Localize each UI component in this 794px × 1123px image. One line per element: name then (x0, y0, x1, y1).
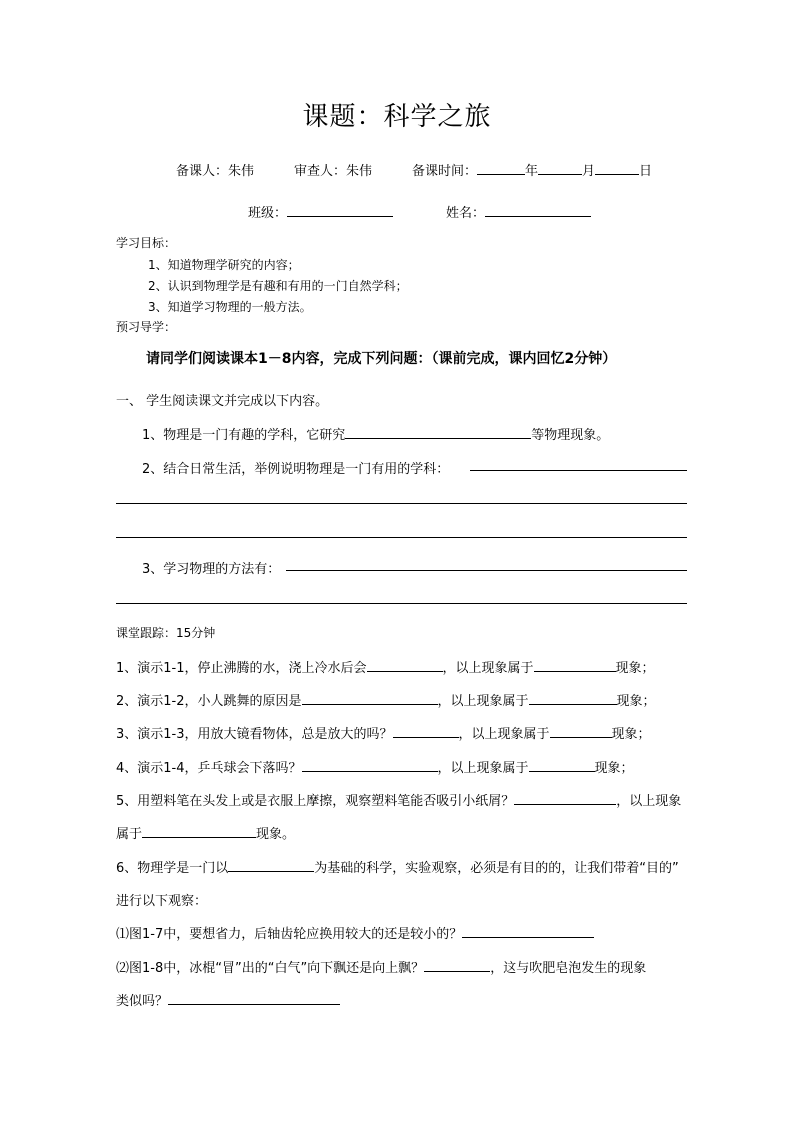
time-label: 备课时间： (412, 164, 478, 179)
classroom-heading: 课堂跟踪：15分钟 (116, 626, 216, 640)
answer-blank[interactable] (529, 690, 617, 705)
q2-text: 2、结合日常生活，举例说明物理是一门有用的学科： (142, 462, 450, 477)
q-text: 1、演示1-1，停止沸腾的水，浇上冷水后会 (116, 661, 367, 676)
q1-text: 1、物理是一门有趣的学科，它研究 (142, 428, 346, 443)
reviewer-info (294, 160, 372, 179)
name-blank[interactable] (485, 202, 591, 217)
classroom-q5 (116, 790, 681, 809)
q3-text: 3、学习物理的方法有： (142, 562, 281, 577)
classroom-q6 (116, 857, 679, 876)
section1-q2 (142, 458, 449, 477)
answer-blank[interactable] (514, 790, 616, 805)
class-label: 班级： (248, 206, 288, 221)
q1-blank[interactable] (345, 424, 531, 439)
q1-text-end: 等物理现象。 (531, 428, 610, 443)
objective-item: 3、知道学习物理的一般方法。 (148, 300, 312, 314)
q2-answer-line[interactable] (116, 503, 687, 504)
q-text: 为基础的科学，实验观察，必须是有目的的，让我们带着“目的” (314, 861, 679, 876)
q-text: 现象； (616, 694, 656, 709)
class-field (248, 202, 393, 221)
q2-answer-line[interactable] (116, 537, 687, 538)
q-text: ⑴图1-7中，要想省力，后轴齿轮应换用较大的还是较小的？ (116, 927, 463, 942)
q-text: ，以上现象属于 (437, 694, 529, 709)
classroom-q6-line2: 进行以下观察： (116, 894, 208, 909)
classroom-q1 (116, 657, 655, 676)
answer-blank[interactable] (142, 823, 256, 838)
classroom-q6a (116, 923, 594, 942)
answer-blank[interactable] (302, 690, 438, 705)
name-label: 姓名： (446, 206, 486, 221)
q-text: 属于 (116, 827, 143, 842)
q-text: 5、用塑料笔在头发上或是衣服上摩擦，观察塑料笔能否吸引小纸屑？ (116, 794, 515, 809)
answer-blank[interactable] (228, 857, 314, 872)
answer-blank[interactable] (462, 923, 594, 938)
classroom-q6b (116, 957, 646, 976)
month-blank[interactable] (538, 160, 582, 175)
preview-instruction: 请同学们阅读课本1－8内容，完成下列问题：（课前完成，课内回忆2分钟） (146, 351, 617, 367)
day-blank[interactable] (595, 160, 639, 175)
classroom-q6b-line2 (116, 990, 340, 1009)
reviewer-label: 审查人： (294, 164, 347, 179)
answer-blank[interactable] (393, 723, 459, 738)
q3-answer-line[interactable] (286, 570, 687, 571)
q-text: ⑵图1-8中，冰棍“冒”出的“白气”向下飘还是向上飘？ (116, 961, 425, 976)
section1-q1 (142, 424, 609, 443)
q-text: 6、物理学是一门以 (116, 861, 229, 876)
q-text: ，以上现象属于 (437, 761, 529, 776)
answer-blank[interactable] (529, 757, 595, 772)
objective-item: 2、认识到物理学是有趣和有用的一门自然学科； (148, 279, 408, 293)
answer-blank[interactable] (367, 657, 443, 672)
answer-blank[interactable] (424, 957, 490, 972)
preparer-name: 朱伟 (228, 164, 255, 179)
q3-answer-line[interactable] (116, 603, 687, 604)
class-blank[interactable] (287, 202, 393, 217)
classroom-q4 (116, 757, 634, 776)
q-text: 现象； (615, 661, 655, 676)
q-text: ，以上现象 (616, 794, 682, 809)
year-blank[interactable] (477, 160, 525, 175)
q-text: ，这与吹肥皂泡发生的现象 (490, 961, 647, 976)
preparer-label: 备课人： (176, 164, 229, 179)
reviewer-name: 朱伟 (346, 164, 373, 179)
objective-item: 1、知道物理学研究的内容； (148, 258, 300, 272)
prep-time (412, 160, 652, 179)
q-text: 3、演示1-3，用放大镜看物体，总是放大的吗？ (116, 727, 393, 742)
answer-blank[interactable] (302, 757, 438, 772)
q-text: 现象； (594, 761, 634, 776)
objectives-heading: 学习目标： (116, 236, 177, 250)
preview-heading: 预习导学： (116, 320, 177, 334)
q-text: 现象。 (256, 827, 296, 842)
answer-blank[interactable] (550, 723, 612, 738)
month-label: 月 (582, 164, 596, 179)
section1-heading: 一、 学生阅读课文并完成以下内容。 (116, 394, 329, 409)
q-text: 4、演示1-4，乒乓球会下落吗？ (116, 761, 302, 776)
classroom-q5-line2 (116, 823, 295, 842)
q-text: ，以上现象属于 (458, 727, 550, 742)
q2-answer-line[interactable] (470, 470, 687, 471)
year-label: 年 (525, 164, 539, 179)
classroom-q2 (116, 690, 656, 709)
name-field (446, 202, 591, 221)
day-label: 日 (639, 164, 653, 179)
q-text: 类似吗？ (116, 994, 169, 1009)
q-text: ，以上现象属于 (442, 661, 534, 676)
classroom-q3 (116, 723, 651, 742)
q-text: 现象； (611, 727, 651, 742)
answer-blank[interactable] (168, 990, 340, 1005)
page-title: 课题：科学之旅 (302, 102, 492, 132)
answer-blank[interactable] (534, 657, 616, 672)
section1-q3 (142, 558, 280, 577)
preparer-info (176, 160, 254, 179)
q-text: 2、演示1-2，小人跳舞的原因是 (116, 694, 302, 709)
